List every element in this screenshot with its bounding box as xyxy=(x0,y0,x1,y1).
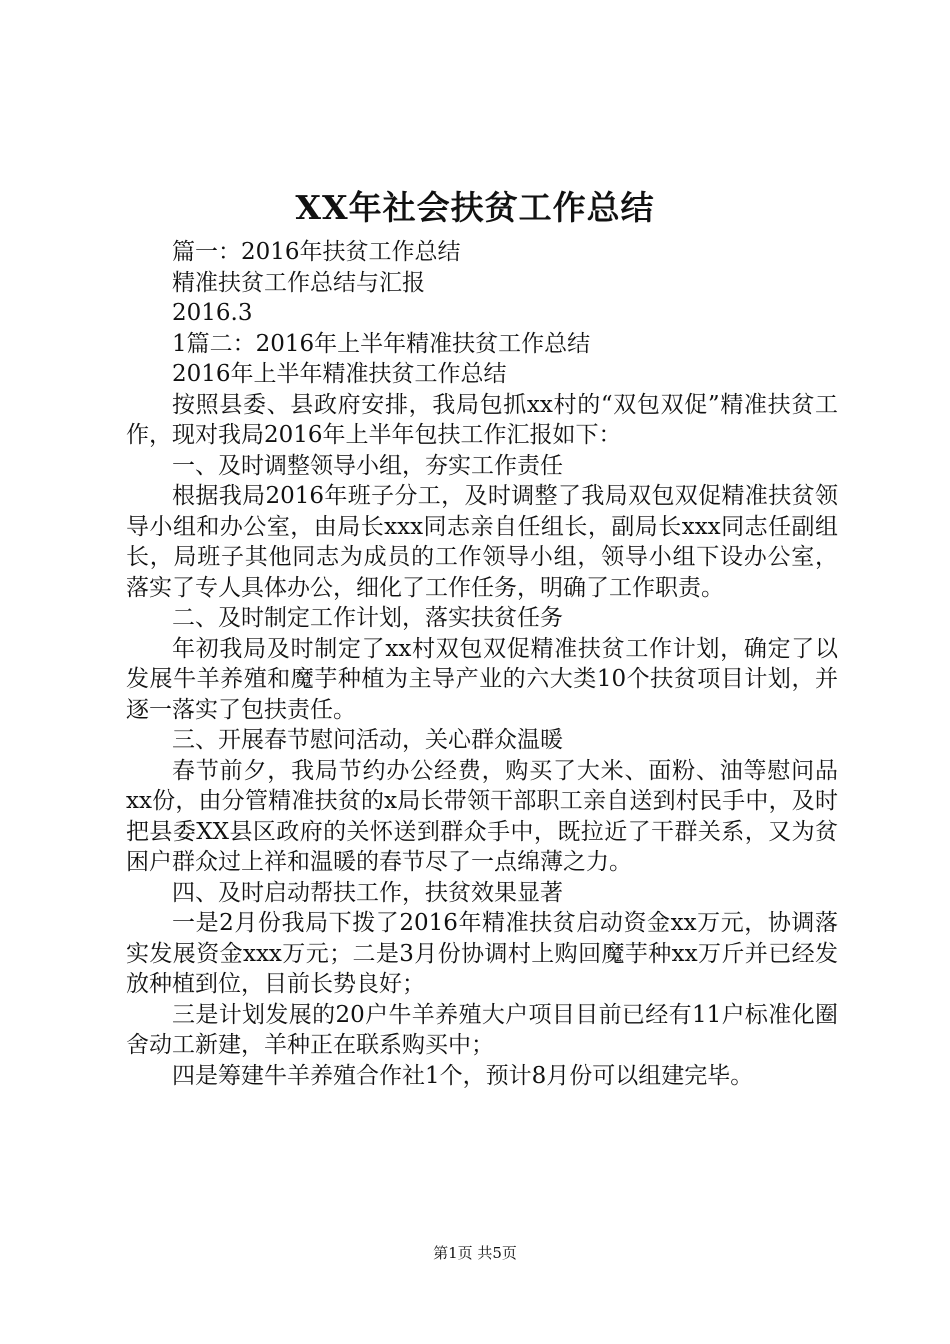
paragraph: 一是2月份我局下拨了2016年精准扶贫启动资金xx万元，协调落实发展资金xxx万元；二是3月份协调村上购回魔芋种xx万斤并已经发放种植到位，目前长势良好； xyxy=(126,910,838,997)
paragraph: 年初我局及时制定了xx村双包双促精准扶贫工作计划，确定了以发展牛羊养殖和魔芋种植为主导产业的六大类10个扶贫项目计划，并逐一落实了包扶责任。 xyxy=(126,635,838,723)
paragraph: 1篇二：2016年上半年精准扶贫工作总结 xyxy=(172,330,591,357)
paragraph: 三是计划发展的20户牛羊养殖大户项目目前已经有11户标准化圈舍动工新建，羊种正在联系购买中； xyxy=(126,1001,838,1058)
document-body xyxy=(126,237,838,1091)
paragraph: 四是筹建牛羊养殖合作社1个，预计8月份可以组建完毕。 xyxy=(172,1062,754,1089)
paragraph: 按照县委、县政府安排，我局包抓xx村的“双包双促”精准扶贫工作，现对我局2016年上半年包扶工作汇报如下： xyxy=(126,391,838,448)
paragraph: 篇一：2016年扶贫工作总结 xyxy=(172,239,461,265)
section-heading: 三、开展春节慰问活动，关心群众温暖 xyxy=(172,727,563,753)
paragraph: 春节前夕，我局节约办公经费，购买了大米、面粉、油等慰问品xx份，由分管精准扶贫的x局长带领干部职工亲自送到村民手中，及时把县委XX县区政府的关怀送到群众手中，既拉近了干群关系，又为贫困户群众过上祥和温暖的春节尽了一点绵薄之力。 xyxy=(126,757,838,875)
document-title: XX年社会扶贫工作总结 xyxy=(295,188,655,227)
paragraph: 根据我局2016年班子分工，及时调整了我局双包双促精准扶贫领导小组和办公室，由局长xxx同志亲自任组长，副局长xxx同志任副组长，局班子其他同志为成员的工作领导小组，领导小组下设办公室，落实了专人具体办公，细化了工作任务，明确了工作职责。 xyxy=(126,483,838,601)
section-heading: 四、及时启动帮扶工作，扶贫效果显著 xyxy=(172,879,563,906)
section-heading: 一、及时调整领导小组，夯实工作责任 xyxy=(172,452,563,479)
page-footer: 第1页 共5页 xyxy=(433,1244,517,1262)
section-heading: 二、及时制定工作计划，落实扶贫任务 xyxy=(172,605,563,631)
paragraph: 2016.3 xyxy=(172,300,253,326)
paragraph: 2016年上半年精准扶贫工作总结 xyxy=(172,361,507,387)
paragraph: 精准扶贫工作总结与汇报 xyxy=(172,269,425,296)
